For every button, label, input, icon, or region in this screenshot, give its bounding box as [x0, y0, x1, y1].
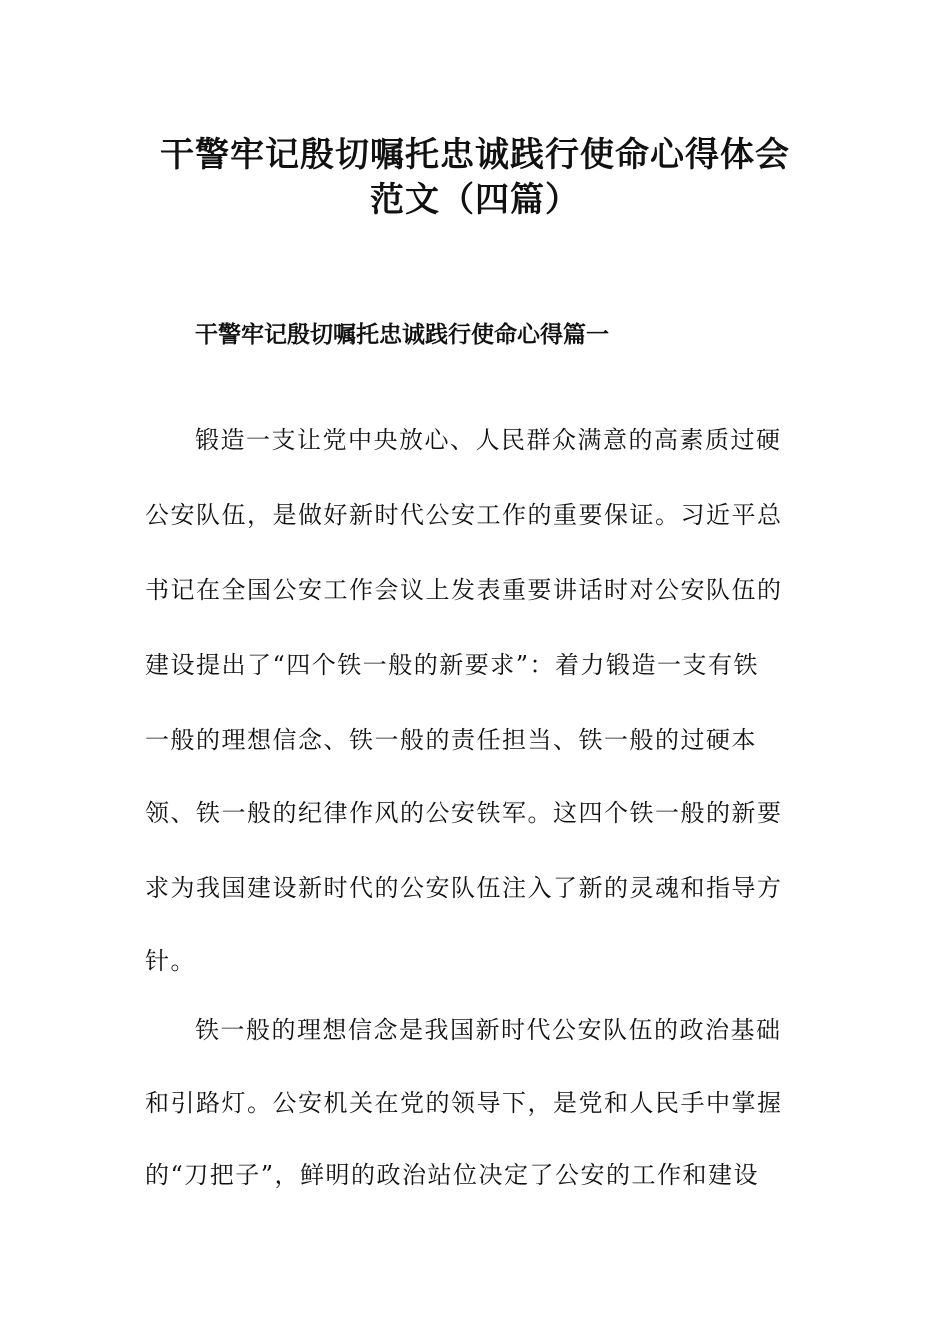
paragraph-1-line-7: 求为我国建设新时代的公安队伍注入了新的灵魂和指导方	[145, 874, 783, 902]
paragraph-1-line-1: 锻造一支让党中央放心、人民群众满意的高素质过硬	[195, 426, 782, 454]
paragraph-2-line-1: 铁一般的理想信念是我国新时代公安队伍的政治基础	[195, 1016, 782, 1044]
paragraph-1-line-8: 针。	[145, 947, 196, 975]
paragraph-2-line-3: 的“刀把子”，鲜明的政治站位决定了公安的工作和建设	[145, 1161, 760, 1189]
paragraph-1-line-4: 建设提出了“四个铁一般的新要求”：着力锻造一支有铁	[145, 651, 760, 679]
paragraph-2-line-2: 和引路灯。公安机关在党的领导下，是党和人民手中掌握	[145, 1089, 783, 1117]
paragraph-1-line-6: 领、铁一般的纪律作风的公安铁军。这四个铁一般的新要	[145, 799, 783, 827]
paragraph-1-line-3: 书记在全国公安工作会议上发表重要讲话时对公安队伍的	[145, 576, 783, 604]
paragraph-1-line-2: 公安队伍，是做好新时代公安工作的重要保证。习近平总	[145, 501, 783, 529]
section-heading: 干警牢记殷切嘱托忠诚践行使命心得篇一	[195, 322, 609, 348]
document-title-line-1: 干警牢记殷切嘱托忠诚践行使命心得体会	[160, 135, 790, 175]
paragraph-1-line-5: 一般的理想信念、铁一般的责任担当、铁一般的过硬本	[145, 726, 757, 754]
document-title-line-2: 范文（四篇）	[370, 180, 580, 220]
